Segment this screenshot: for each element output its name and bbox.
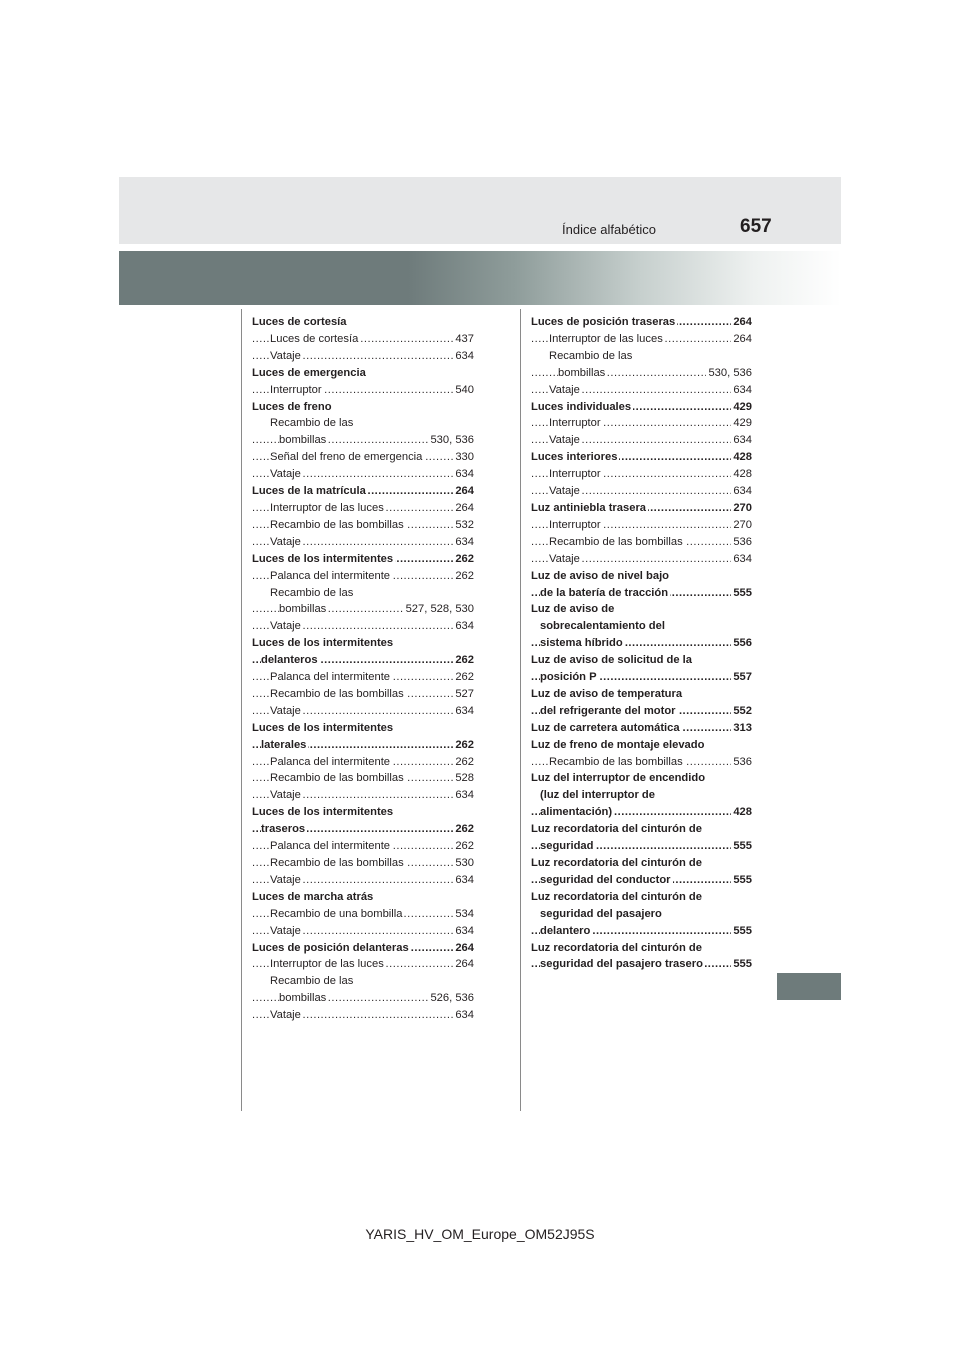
index-entry-term: Luz recordatoria del cinturón de <box>531 941 702 954</box>
index-entry-page[interactable]: 555 <box>731 838 752 855</box>
index-entry-term: Luz de carretera automática <box>531 721 680 734</box>
index-entry-page[interactable]: 270 <box>731 500 752 517</box>
index-entry-page[interactable]: 264 <box>453 940 474 957</box>
index-entry-term: seguridad <box>540 840 594 853</box>
index-entry <box>531 314 752 331</box>
index-entry-page[interactable]: 528 <box>453 770 474 787</box>
index-entry-page[interactable]: 634 <box>453 872 474 889</box>
page-number: 657 <box>740 216 772 237</box>
index-entry-page[interactable]: 527 <box>453 686 474 703</box>
index-entry-term: Luces de los intermitentes <box>252 806 394 819</box>
index-entry-term: Luces de posición delanteras <box>252 941 409 954</box>
index-column-right <box>531 314 752 973</box>
index-entry <box>531 618 752 635</box>
index-entry-term: Luces de freno <box>252 400 332 413</box>
index-entry-page[interactable]: 634 <box>453 787 474 804</box>
index-entry <box>252 449 474 466</box>
index-entry-term: bombillas <box>279 992 327 1005</box>
index-column-left <box>252 314 474 1024</box>
index-entry-page[interactable]: 556 <box>731 635 752 652</box>
index-entry-term: Palanca del intermitente <box>270 671 391 684</box>
index-entry <box>252 669 474 686</box>
index-entry-page[interactable]: 532 <box>453 517 474 534</box>
index-entry <box>531 770 752 787</box>
index-entry <box>252 872 474 889</box>
index-entry-term: Palanca del intermitente <box>270 755 391 768</box>
index-entry-page[interactable]: 527, 528, 530 <box>404 601 474 618</box>
index-entry <box>252 432 474 449</box>
index-entry-term: Luz de aviso de <box>531 603 615 616</box>
index-entry-page[interactable]: 530 <box>453 855 474 872</box>
index-entry <box>252 821 474 838</box>
index-entry-term: Recambio de las bombillas <box>270 772 404 785</box>
index-entry-term: Interruptor <box>270 383 322 396</box>
index-entry-page[interactable]: 270 <box>731 517 752 534</box>
index-entry-page[interactable]: 534 <box>453 906 474 923</box>
index-entry <box>531 635 752 652</box>
index-entry-term: del refrigerante del motor <box>540 704 676 717</box>
index-entry-term: Interruptor <box>549 417 601 430</box>
index-entry-term: Señal del freno de emergencia <box>270 451 423 464</box>
index-entry <box>531 889 752 906</box>
index-entry-term: bombillas <box>279 603 327 616</box>
index-entry-page[interactable]: 634 <box>453 466 474 483</box>
index-entry-term: Recambio de las <box>549 349 633 362</box>
index-entry-term: Vataje <box>270 349 301 362</box>
index-entry <box>531 754 752 771</box>
index-entry-term: Luces individuales <box>531 400 632 413</box>
index-entry-term: bombillas <box>279 434 327 447</box>
index-entry-term: Vataje <box>270 468 301 481</box>
index-entry-term: Luces de cortesía <box>252 316 347 328</box>
index-entry-term: seguridad del conductor <box>540 873 671 886</box>
index-entry-term: Recambio de las bombillas <box>270 687 404 700</box>
index-entry-page[interactable]: 530, 536 <box>706 365 752 382</box>
index-entry <box>531 804 752 821</box>
document-code: YARIS_HV_OM_Europe_OM52J95S <box>365 1226 595 1242</box>
index-entry-page[interactable]: 555 <box>731 923 752 940</box>
index-entry-term: Vataje <box>549 485 580 498</box>
index-entry <box>531 601 752 618</box>
index-entry-page[interactable]: 264 <box>453 956 474 973</box>
index-entry-term: sobrecalentamiento del <box>540 620 665 633</box>
index-entry-page[interactable]: 264 <box>731 314 752 331</box>
index-entry-page[interactable]: 313 <box>731 720 752 737</box>
index-entry <box>252 399 474 416</box>
index-entry-page[interactable]: 634 <box>731 432 752 449</box>
index-entry-page[interactable]: 437 <box>453 331 474 348</box>
index-entry <box>531 382 752 399</box>
index-entry-term: Luces de cortesía <box>270 332 359 345</box>
index-entry-page[interactable]: 530, 536 <box>428 432 474 449</box>
index-entry-page[interactable]: 330 <box>453 449 474 466</box>
index-entry-term: Interruptor de las luces <box>549 332 663 345</box>
index-entry-term: seguridad del pasajero <box>540 907 662 920</box>
index-entry-term: Luces de los intermitentes <box>252 637 394 650</box>
index-entry-term: posición P <box>540 671 597 684</box>
index-entry-term: Vataje <box>270 924 301 937</box>
index-entry-page[interactable]: 634 <box>731 483 752 500</box>
index-entry-term: laterales <box>261 738 307 751</box>
index-entry <box>531 348 752 365</box>
index-entry-term: Luces de los intermitentes <box>252 721 394 734</box>
index-entry <box>531 415 752 432</box>
index-entry-term: sistema híbrido <box>540 637 623 650</box>
index-entry <box>252 703 474 720</box>
index-entry <box>531 517 752 534</box>
index-entry <box>531 432 752 449</box>
index-entry-term: Luces de marcha atrás <box>252 890 374 903</box>
index-entry-page[interactable]: 634 <box>731 382 752 399</box>
index-entry <box>531 686 752 703</box>
index-entry <box>252 314 474 331</box>
index-entry-term: Vataje <box>270 789 301 802</box>
index-entry-page[interactable]: 555 <box>731 956 752 973</box>
index-entry <box>252 754 474 771</box>
index-entry-term: Recambio de las bombillas <box>270 518 404 531</box>
index-entry <box>531 652 752 669</box>
index-entry-page[interactable]: 555 <box>731 585 752 602</box>
index-entry-page[interactable]: 634 <box>453 703 474 720</box>
index-entry-page[interactable]: 536 <box>731 534 752 551</box>
index-entry-page[interactable]: 429 <box>731 415 752 432</box>
index-entry-term: Vataje <box>270 535 301 548</box>
index-entry-page[interactable]: 262 <box>453 669 474 686</box>
index-entry <box>252 855 474 872</box>
index-entry <box>252 618 474 635</box>
index-entry-page[interactable]: 634 <box>453 1007 474 1024</box>
index-entry-term: Luz de aviso de solicitud de la <box>531 654 693 667</box>
index-entry <box>531 449 752 466</box>
index-entry-term: Recambio de las bombillas <box>549 535 683 548</box>
index-entry-page[interactable]: 429 <box>731 399 752 416</box>
header-band <box>119 177 841 244</box>
index-entry-term: Recambio de las bombillas <box>549 755 683 768</box>
index-entry-page[interactable]: 262 <box>453 652 474 669</box>
index-entry <box>531 940 752 957</box>
index-entry-term: Recambio de las bombillas <box>270 857 404 869</box>
index-entry-term: Recambio de una bombilla <box>270 907 403 920</box>
index-entry <box>252 973 474 990</box>
index-entry <box>531 399 752 416</box>
index-entry-page[interactable]: 526, 536 <box>428 990 474 1007</box>
index-entry <box>252 483 474 500</box>
index-entry-page[interactable]: 552 <box>731 703 752 720</box>
index-entry <box>252 956 474 973</box>
index-entry-page[interactable]: 262 <box>453 838 474 855</box>
index-entry <box>252 551 474 568</box>
index-entry-page[interactable]: 428 <box>731 804 752 821</box>
index-entry-term: Luces interiores <box>531 451 618 464</box>
index-entry <box>252 720 474 737</box>
index-entry <box>252 331 474 348</box>
index-entry-page[interactable]: 264 <box>453 500 474 517</box>
index-entry-page[interactable]: 634 <box>453 923 474 940</box>
index-entry <box>252 415 474 432</box>
index-entry <box>531 466 752 483</box>
index-entry-term: Luz de aviso de nivel bajo <box>531 569 670 582</box>
index-entry-page[interactable]: 634 <box>453 534 474 551</box>
index-entry-term: Palanca del intermitente <box>270 569 391 582</box>
index-entry-page[interactable]: 540 <box>453 382 474 399</box>
index-entry-term: Interruptor de las luces <box>270 501 384 514</box>
index-entry-term: Luces de la matrícula <box>252 485 366 498</box>
index-entry <box>531 821 752 838</box>
index-entry-term: Vataje <box>270 704 301 717</box>
index-entry-page[interactable]: 555 <box>731 872 752 889</box>
index-entry <box>252 737 474 754</box>
index-entry-term: Interruptor de las luces <box>270 958 384 971</box>
index-entry-term: Vataje <box>549 383 580 396</box>
index-entry <box>252 906 474 923</box>
index-entry-term: (luz del interruptor de <box>540 789 655 802</box>
index-entry-term: Vataje <box>270 1009 301 1022</box>
index-entry-term: Recambio de las <box>270 417 354 430</box>
index-entry <box>531 669 752 686</box>
index-entry <box>252 601 474 618</box>
index-entry-term: Palanca del intermitente <box>270 840 391 853</box>
index-entry <box>531 534 752 551</box>
index-entry-term: de la batería de tracción <box>540 586 669 599</box>
index-entry <box>531 365 752 382</box>
index-entry <box>252 382 474 399</box>
index-entry-term: Vataje <box>270 873 301 886</box>
index-entry <box>252 686 474 703</box>
index-entry <box>252 838 474 855</box>
index-entry-page[interactable]: 262 <box>453 737 474 754</box>
index-entry <box>252 635 474 652</box>
index-entry <box>531 737 752 754</box>
index-entry-term: Recambio de las <box>270 586 354 599</box>
index-entry <box>531 703 752 720</box>
index-entry-page[interactable]: 428 <box>731 449 752 466</box>
index-entry-term: Luz recordatoria del cinturón de <box>531 823 702 836</box>
index-entry <box>252 568 474 585</box>
index-entry <box>252 804 474 821</box>
index-entry-term: delantero <box>540 924 591 937</box>
index-entry-page[interactable]: 262 <box>453 551 474 568</box>
index-entry <box>252 990 474 1007</box>
index-entry <box>531 331 752 348</box>
index-entry <box>252 517 474 534</box>
index-entry-term: Luces de los intermitentes <box>252 552 394 565</box>
index-entry <box>252 466 474 483</box>
index-entry-page[interactable]: 428 <box>731 466 752 483</box>
left-column-rule <box>241 309 242 1111</box>
index-entry <box>531 720 752 737</box>
index-entry-term: Luz recordatoria del cinturón de <box>531 857 702 869</box>
index-entry <box>252 585 474 602</box>
index-entry-term: Luz de freno de montaje elevado <box>531 738 705 751</box>
index-entry <box>531 500 752 517</box>
decorative-gradient-band <box>119 251 841 305</box>
index-entry <box>531 906 752 923</box>
index-entry-page[interactable]: 262 <box>453 568 474 585</box>
index-entry <box>252 500 474 517</box>
index-entry <box>252 348 474 365</box>
center-column-rule <box>520 309 521 1111</box>
index-entry-term: Luz recordatoria del cinturón de <box>531 890 702 903</box>
section-thumb-tab <box>777 973 841 1000</box>
index-entry-term: delanteros <box>261 654 318 667</box>
index-entry-page[interactable]: 262 <box>453 821 474 838</box>
index-entry <box>531 838 752 855</box>
index-entry-page[interactable]: 264 <box>453 483 474 500</box>
index-entry <box>531 483 752 500</box>
index-entry <box>531 956 752 973</box>
index-entry-term: Luz antiniebla trasera <box>531 501 647 514</box>
index-entry-page[interactable]: 262 <box>453 754 474 771</box>
index-entry <box>252 534 474 551</box>
index-entry-term: Luces de emergencia <box>252 366 366 379</box>
index-entry <box>531 923 752 940</box>
index-entry-term: Vataje <box>549 434 580 447</box>
index-entry <box>531 568 752 585</box>
index-entry-page[interactable]: 557 <box>731 669 752 686</box>
index-entry <box>531 585 752 602</box>
index-entry-term: bombillas <box>558 366 606 379</box>
index-entry-term: Luz del interruptor de encendido <box>531 772 706 785</box>
index-entry-term: alimentación) <box>540 806 613 819</box>
index-entry-page[interactable]: 634 <box>731 551 752 568</box>
index-entry-term: Interruptor <box>549 518 601 531</box>
index-entry <box>252 787 474 804</box>
index-entry <box>531 551 752 568</box>
index-entry-term: seguridad del pasajero trasero <box>540 958 703 971</box>
index-entry-term: traseros <box>261 823 306 836</box>
index-entry-term: Recambio de las <box>270 975 354 988</box>
index-entry <box>252 770 474 787</box>
index-entry <box>531 872 752 889</box>
index-entry-page[interactable]: 536 <box>731 754 752 771</box>
index-entry-page[interactable]: 264 <box>731 331 752 348</box>
index-entry <box>531 855 752 872</box>
index-entry-page[interactable]: 634 <box>453 348 474 365</box>
index-entry-term: Vataje <box>549 552 580 565</box>
index-entry <box>252 1007 474 1024</box>
index-entry <box>252 652 474 669</box>
index-entry-term: Vataje <box>270 620 301 633</box>
index-entry-term: Luces de posición traseras <box>531 316 676 328</box>
index-entry <box>252 365 474 382</box>
index-entry-term: Interruptor <box>549 468 601 481</box>
index-entry <box>252 923 474 940</box>
index-entry-term: Luz de aviso de temperatura <box>531 687 683 700</box>
index-entry <box>531 787 752 804</box>
index-entry <box>252 889 474 906</box>
index-entry-page[interactable]: 634 <box>453 618 474 635</box>
index-entry <box>252 940 474 957</box>
section-title: Índice alfabético <box>562 222 656 237</box>
